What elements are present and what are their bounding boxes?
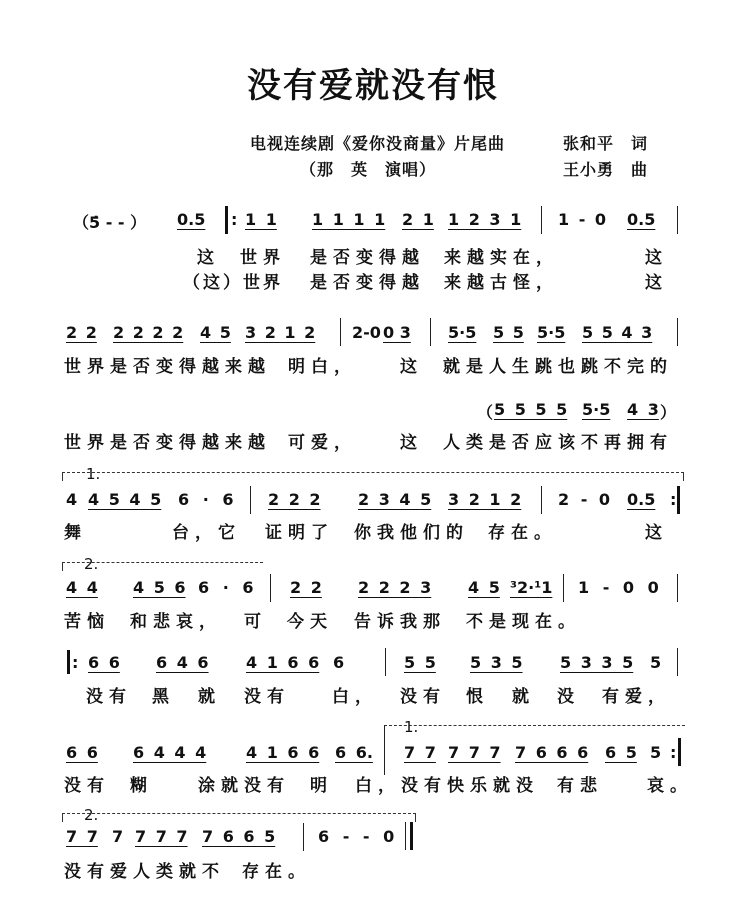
notes: 7 7 — [66, 827, 98, 846]
notes: 6 4 6 — [156, 653, 209, 672]
lyric: 舞 — [64, 523, 87, 543]
barline — [563, 574, 564, 602]
lyric: 可 — [244, 612, 267, 632]
lyric: 台，它 — [172, 523, 241, 543]
barline — [385, 648, 386, 676]
lyric: 是否变得越 — [310, 273, 425, 293]
notes: 1 1 — [245, 210, 277, 229]
notes: 2 - 0 — [558, 490, 611, 509]
subtitle: 电视连续剧《爱你没商量》片尾曲 — [250, 134, 506, 153]
notes: 4 5 4 5 — [88, 490, 162, 509]
notes: 2 2 — [290, 578, 322, 597]
volta-number: 1. — [86, 465, 101, 483]
notes: 2 3 4 5 — [358, 490, 432, 509]
composer-credit: 王小勇 曲 — [563, 160, 649, 179]
notes: 6 6 — [88, 653, 120, 672]
notes: 6 4 4 4 — [133, 743, 207, 762]
notes: 6 — [333, 653, 345, 672]
notes: ³2·¹1 — [510, 578, 553, 597]
lyric: 这 — [197, 248, 220, 268]
lyric: 没有 — [244, 687, 290, 707]
notes: 5 3 5 — [470, 653, 523, 672]
lyric: 世界是否变得越来越 — [64, 357, 271, 377]
notes: 4 5 — [468, 578, 500, 597]
notes: 5·5 — [448, 323, 477, 342]
notes: 6 - - 0 — [318, 827, 395, 846]
lyric: 就 — [512, 687, 535, 707]
lyric: 存在。 — [488, 523, 557, 543]
notes: 2-0 — [352, 323, 381, 342]
alt-notes-open: （ — [477, 403, 494, 422]
lyric: 来越古怪， — [444, 273, 559, 293]
notes: 0.5 — [627, 490, 656, 509]
lyric: 恨 — [466, 687, 489, 707]
lyric: 世界是否变得越来越 — [64, 433, 271, 453]
volta-bracket-1 — [384, 725, 685, 734]
song-title: 没有爱就没有恨 — [247, 66, 499, 106]
barline — [384, 725, 385, 775]
barline — [405, 822, 406, 850]
pickup-notes: 0.5 — [177, 210, 206, 229]
notes: 5·5 — [537, 323, 566, 342]
lyric: 苦恼 — [64, 612, 110, 632]
lyric: 世界 — [240, 248, 286, 268]
lyric: 这 — [400, 433, 423, 453]
repeat-start-barline — [225, 206, 228, 234]
notes: 4 4 — [66, 578, 98, 597]
notes: 5 5 — [404, 653, 436, 672]
notes: 3 2 1 2 — [245, 323, 316, 342]
notes: 1 - 0 — [558, 210, 607, 229]
lyric: 有悲 — [557, 776, 603, 796]
volta-number: 1. — [404, 718, 419, 736]
notes: 1 2 3 1 — [448, 210, 522, 229]
notes: 0 3 — [383, 323, 411, 342]
notes: 5 — [650, 743, 662, 762]
lyric: 没有 — [244, 776, 290, 796]
lyric: 今天 — [287, 612, 333, 632]
lyric: 哀。 — [647, 776, 693, 796]
lyric: 不是现在。 — [466, 612, 581, 632]
notes: 6 · 6 — [178, 490, 234, 509]
notes: 2 2 2 3 — [358, 578, 432, 597]
lyric: 白， — [332, 687, 378, 707]
repeat-dots: : — [670, 490, 677, 509]
barline — [677, 318, 678, 346]
lyric: 没 — [557, 687, 580, 707]
notes: 7 7 7 — [135, 827, 188, 846]
notes: 7 6 6 6 — [515, 743, 589, 762]
notes: 2 1 — [402, 210, 434, 229]
notes: 7 7 7 — [448, 743, 501, 762]
alt-notes-close: ） — [660, 403, 677, 422]
lyric: 这 — [645, 248, 668, 268]
repeat-dots: : — [670, 743, 677, 762]
notes: 4 5 — [200, 323, 231, 342]
lyric: 证明了 — [265, 523, 334, 543]
notes: 5 — [650, 653, 662, 672]
lyric: 就是人生跳也跳不完的 — [443, 357, 673, 377]
intro-notes: （5̇ - - ） — [73, 213, 147, 232]
notes: 6 5 — [605, 743, 637, 762]
lyric: 告诉我那 — [354, 612, 446, 632]
lyric: 明 — [310, 776, 333, 796]
notes: 7 6 6 5 — [202, 827, 276, 846]
lyric: 你我他们的 — [354, 523, 469, 543]
lyric: 有爱， — [602, 687, 671, 707]
lyric: 和悲哀， — [130, 612, 222, 632]
barline — [303, 823, 304, 851]
barline — [541, 206, 542, 234]
alt-notes: 5·5 — [582, 400, 611, 419]
notes: 6 6 — [66, 743, 98, 762]
notes: 5 5 4 3 — [582, 323, 653, 342]
notes: 7 7 — [404, 743, 436, 762]
notes: 0.5 — [627, 210, 656, 229]
repeat-dots: : — [231, 210, 238, 229]
lyric: 可爱， — [288, 433, 357, 453]
barline — [250, 486, 251, 514]
repeat-end-barline — [678, 738, 681, 766]
repeat-end-barline — [677, 486, 680, 514]
notes: 1 1 1 1 — [312, 210, 386, 229]
lyric: （这）世界 — [183, 273, 283, 293]
notes: 2 2 2 — [268, 490, 321, 509]
notes: 4 5 6 — [133, 578, 186, 597]
notes: 4 1 6 6 — [246, 743, 320, 762]
lyric: 白，没有快乐就没 — [355, 776, 539, 796]
lyric: 人类是否应该不再拥有 — [443, 433, 673, 453]
notes: 5 5 — [493, 323, 524, 342]
barline — [677, 648, 678, 676]
lyric: 是否变得越 — [310, 248, 425, 268]
notes: 7 — [112, 827, 124, 846]
lyric: 明白， — [288, 357, 357, 377]
lyric: 存在。 — [242, 862, 311, 882]
notes: 4 1 6 6 — [246, 653, 320, 672]
barline — [541, 486, 542, 514]
barline — [340, 318, 341, 346]
barline — [677, 206, 678, 234]
lyric: 来越实在， — [444, 248, 559, 268]
notes: 4 — [66, 490, 78, 509]
lyric: 没有爱人类就不 — [64, 862, 225, 882]
volta-number: 2. — [84, 555, 99, 573]
alt-notes: 4 3 — [627, 400, 659, 419]
repeat-dots: : — [72, 653, 79, 672]
lyric: 没有 — [64, 776, 110, 796]
notes: 1 - 0 0 — [578, 578, 659, 597]
volta-bracket-2 — [62, 813, 416, 822]
barline — [677, 574, 678, 602]
lyric: 就 — [198, 687, 221, 707]
lyric: 这 — [645, 273, 668, 293]
volta-number: 2. — [84, 806, 99, 824]
lyric: 黑 — [152, 687, 175, 707]
repeat-start-barline — [67, 650, 70, 674]
notes: 6 6. — [335, 743, 373, 762]
lyric: 这 — [400, 357, 423, 377]
notes: 3 2 1 2 — [448, 490, 522, 509]
lyric: 这 — [645, 523, 668, 543]
lyric: 没有 — [86, 687, 132, 707]
notes: 2 2 — [66, 323, 97, 342]
volta-bracket-1 — [62, 472, 684, 481]
lyric: 涂就 — [198, 776, 244, 796]
final-barline — [410, 822, 413, 850]
notes: 5 3 3 5 — [560, 653, 634, 672]
barline — [270, 574, 271, 602]
notes: 2 2 2 2 — [113, 323, 184, 342]
alt-notes: 5 5 5 5 — [494, 400, 568, 419]
barline — [430, 318, 431, 346]
lyric: 糊 — [130, 776, 153, 796]
lyric: 没有 — [400, 687, 446, 707]
lyricist-credit: 张和平 词 — [563, 134, 649, 153]
singer-credit: （那 英 演唱） — [300, 160, 437, 179]
notes: 6 · 6 — [198, 578, 254, 597]
